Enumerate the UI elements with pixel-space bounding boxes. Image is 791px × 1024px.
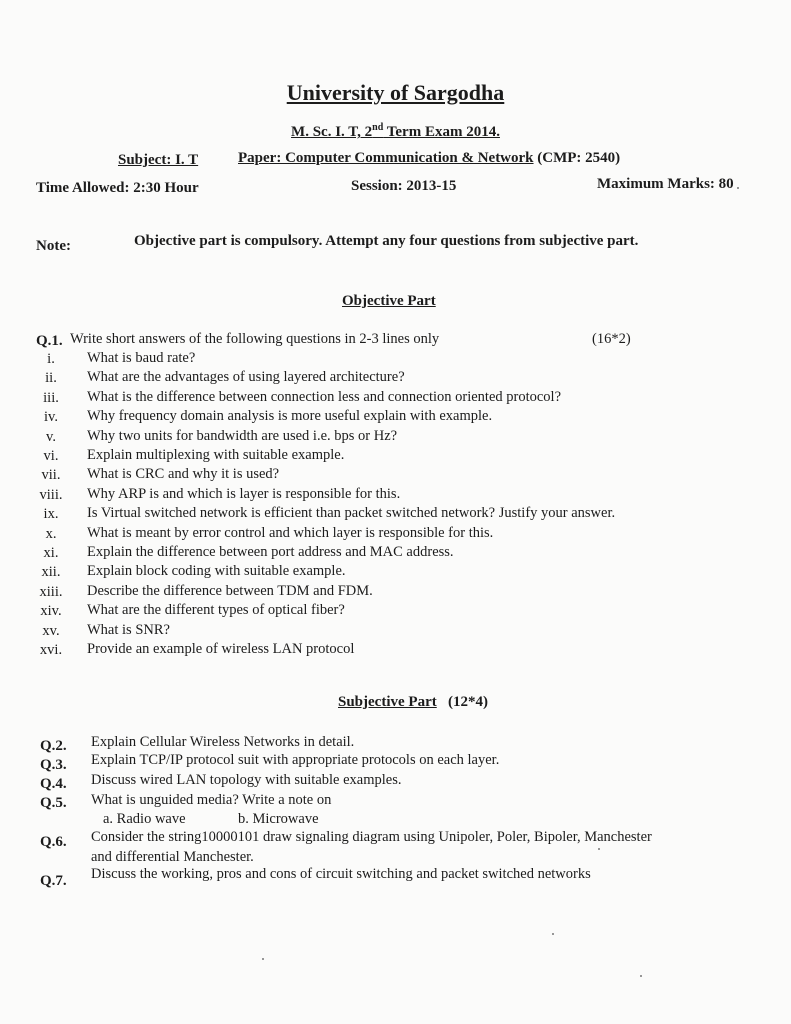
scan-speck: [262, 958, 264, 960]
exam-title-prefix: M. Sc. I. T, 2: [291, 124, 373, 140]
scan-speck: [640, 975, 642, 977]
q7-label: Q.7.: [40, 873, 67, 889]
objective-item-number: i.: [47, 351, 55, 367]
q6-text-continued: and differential Manchester.: [91, 849, 254, 865]
q1-marks: (16*2): [592, 331, 631, 347]
subjective-marks: (12*4): [447, 694, 488, 710]
q5-text: What is unguided media? Write a note on: [91, 792, 332, 808]
course-code: (CMP: 2540): [537, 150, 621, 166]
objective-item-number: viii.: [39, 486, 63, 503]
note-label: Note:: [36, 238, 71, 254]
q7-text: Discuss the working, pros and cons of circuit switching and packet switched networks: [91, 866, 591, 882]
objective-item-number: ix.: [43, 506, 59, 523]
q4-label: Q.4.: [40, 776, 67, 792]
objective-item-text: What is CRC and why it is used?: [87, 466, 280, 483]
q2-text: Explain Cellular Wireless Networks in detail.: [91, 734, 355, 750]
objective-item-text: What is baud rate?: [87, 350, 196, 366]
paper-title: Paper: Computer Communication & Network: [238, 150, 534, 166]
scan-speck: [737, 187, 739, 189]
objective-item-number: vii.: [41, 467, 61, 484]
objective-item-number: vi.: [43, 448, 59, 464]
exam-title: [0, 122, 791, 141]
objective-item-number: ii.: [45, 370, 57, 387]
objective-item-text: What is meant by error control and which layer is responsible for this.: [87, 524, 494, 541]
university-title: University of Sargodha: [286, 80, 505, 105]
scan-speck: [552, 933, 554, 935]
q3-label: Q.3.: [40, 757, 67, 773]
objective-item-text: What are the advantages of using layered architecture?: [87, 369, 405, 386]
q5-sub-b: b. Microwave: [238, 811, 319, 827]
time-allowed: Time Allowed: 2:30 Hour: [36, 180, 199, 196]
objective-item-text: What are the different types of optical fiber?: [87, 602, 345, 619]
objective-item-number: xi.: [43, 545, 59, 561]
paper-line: [238, 150, 620, 167]
objective-item-text: Why ARP is and which is layer is responsible for this.: [87, 485, 401, 502]
objective-item-text: Explain multiplexing with suitable example.: [87, 447, 345, 463]
objective-item-number: x.: [45, 525, 57, 542]
objective-item-text: Why two units for bandwidth are used i.e. bps or Hz?: [87, 427, 398, 444]
objective-item-number: xii.: [41, 564, 61, 581]
objective-item-text: Explain the difference between port address and MAC address.: [87, 544, 454, 560]
objective-item-text: Is Virtual switched network is efficient than packet switched network? Justify your answer.: [87, 505, 616, 522]
objective-item-text: Explain block coding with suitable example.: [87, 563, 346, 580]
subject-label: Subject: I. T: [118, 152, 199, 168]
note-text: Objective part is compulsory. Attempt any four questions from subjective part.: [134, 233, 639, 249]
objective-item-text: Describe the difference between TDM and FDM.: [87, 582, 373, 599]
q5-sub-a: a. Radio wave: [103, 811, 186, 827]
subjective-heading-line: [338, 694, 488, 711]
exam-title-suffix: Term Exam 2014.: [383, 124, 500, 140]
objective-item-number: xv.: [42, 622, 60, 639]
objective-item-number: xvi.: [39, 642, 63, 658]
objective-item-number: v.: [46, 428, 56, 445]
objective-heading: Objective Part: [342, 293, 436, 309]
maximum-marks: Maximum Marks: 80: [597, 176, 734, 192]
objective-item-number: iv.: [44, 409, 58, 426]
q1-instruction: Write short answers of the following questions in 2-3 lines only: [70, 331, 440, 347]
scan-speck: [598, 848, 600, 850]
objective-item-text: What is the difference between connection less and connection oriented protocol?: [87, 388, 562, 405]
objective-item-text: Why frequency domain analysis is more useful explain with example.: [87, 408, 493, 425]
q6-label: Q.6.: [40, 834, 67, 850]
objective-item-text: Provide an example of wireless LAN protocol: [87, 641, 355, 657]
session: Session: 2013-15: [351, 178, 457, 194]
q6-text: Consider the string10000101 draw signaling diagram using Unipoler, Poler, Bipoler, Manchester: [91, 829, 652, 845]
objective-item-number: xiv.: [40, 603, 62, 620]
exam-title-sup: nd: [372, 122, 384, 133]
objective-item-number: xiii.: [39, 583, 63, 600]
q4-text: Discuss wired LAN topology with suitable examples.: [91, 772, 402, 788]
objective-item-number: iii.: [43, 389, 59, 406]
q5-label: Q.5.: [40, 795, 67, 811]
q1-label: Q.1.: [36, 333, 63, 349]
q2-label: Q.2.: [40, 738, 67, 754]
q3-text: Explain TCP/IP protocol suit with appropriate protocols on each layer.: [91, 752, 500, 768]
subjective-heading: Subjective Part: [338, 694, 437, 710]
objective-item-text: What is SNR?: [87, 621, 170, 638]
